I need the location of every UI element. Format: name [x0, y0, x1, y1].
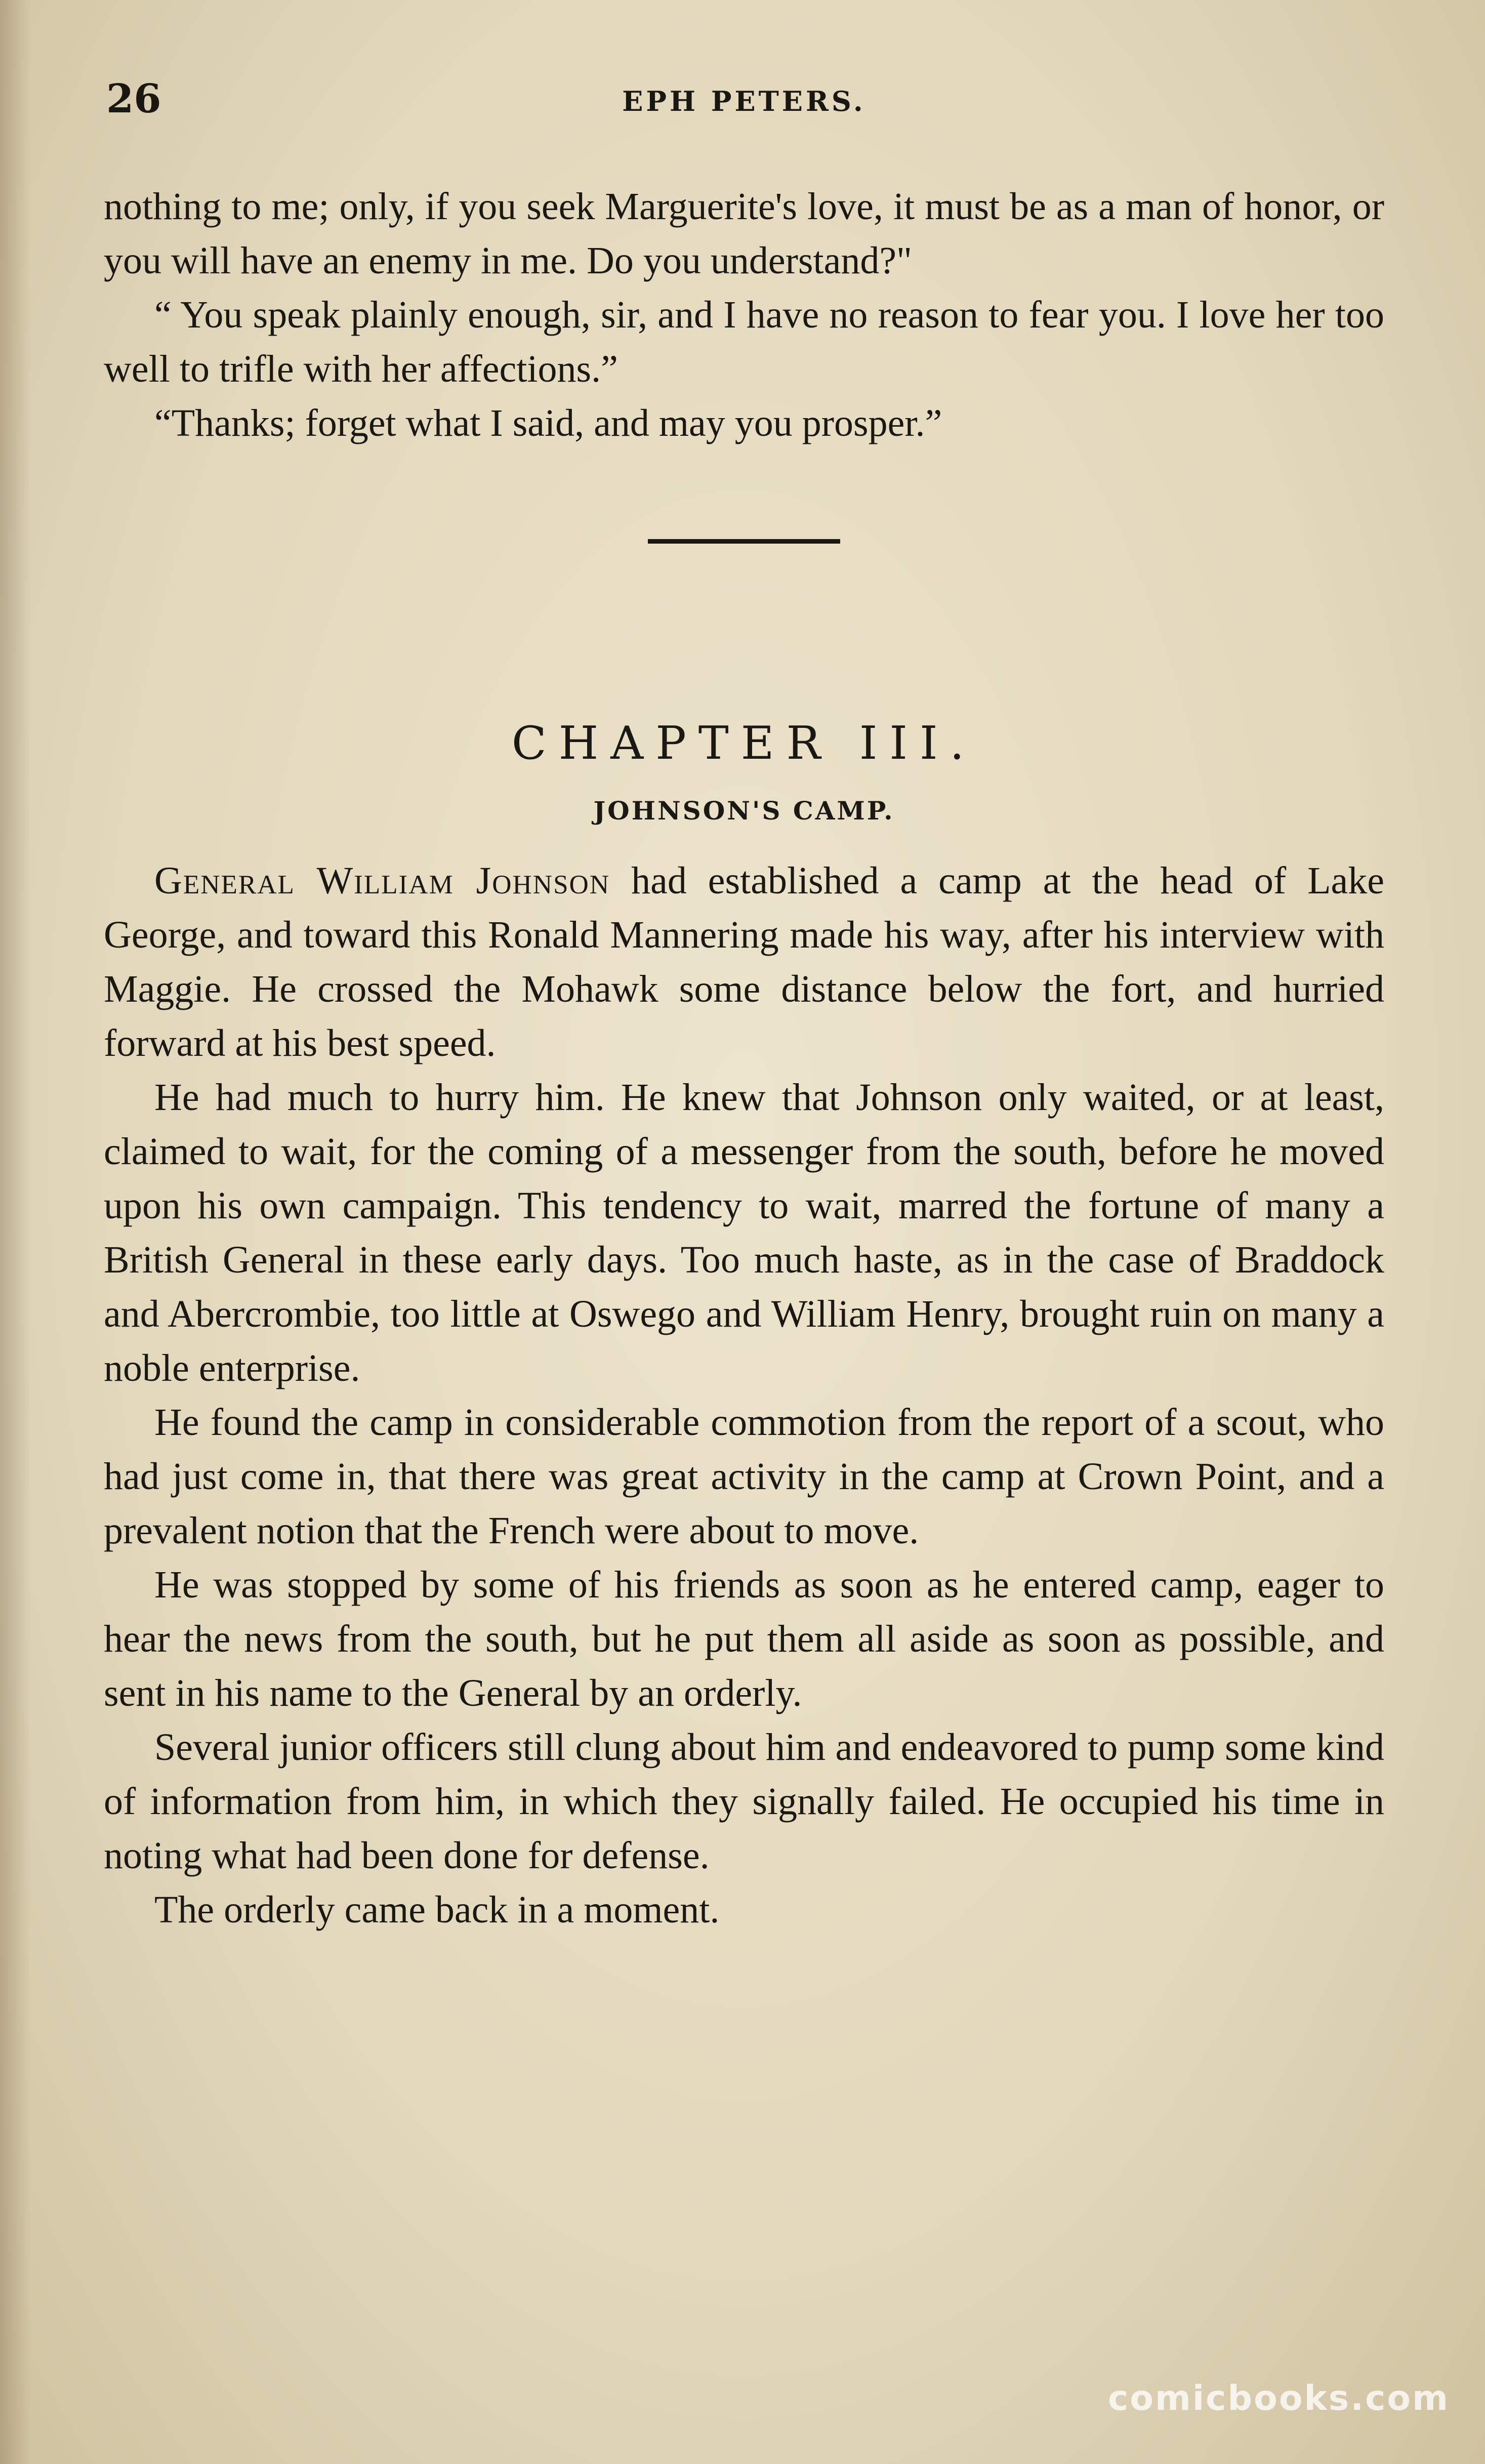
paragraph: He had much to hurry him. He knew that Johnson only waited, or at least, claimed to wait, for the coming of a messenger from the south, before he moved upon his own campaign. This tendency to wait, marred the fortune of many a British General in these early days. Too much haste, as in the case of Braddock and Abercrombie, too little at Oswego and William Henry, brought ruin on many a noble enterprise.	[104, 1076, 1384, 1389]
lead-name: General William Johnson	[154, 859, 610, 902]
paragraph: “Thanks; forget what I said, and may you prosper.”	[154, 402, 942, 444]
paragraph: The orderly came back in a moment.	[154, 1888, 720, 1931]
paragraph-continued: nothing to me; only, if you seek Marguerite's love, it must be as a man of honor, or you will have an enemy in me. Do you understand?"	[104, 185, 1384, 282]
lead-text: had established a camp at the head of Lake George, and toward this Ronald Mannering made his way, after his interview with Maggie. He crossed the Mohawk some distance below the fort, and hurried forward at his best speed.	[104, 859, 1384, 1064]
running-head: EPH PETERS.	[622, 85, 866, 117]
chapter-title: CHAPTER III.	[511, 717, 977, 770]
chapter-lead-paragraph	[104, 854, 1384, 1071]
watermark: comicbooks.com	[1107, 2378, 1450, 2418]
paragraph: He found the camp in considerable commotion from the report of a scout, who had just come in, that there was great activity in the camp at Crown Point, and a prevalent notion that the French were about to move.	[104, 1401, 1384, 1552]
paragraph: He was stopped by some of his friends as soon as he entered camp, eager to hear the news from the south, but he put them all aside as soon as possible, and sent in his name to the General by an orderly.	[104, 1564, 1384, 1714]
page-number: 26	[106, 76, 161, 122]
paragraph: “ You speak plainly enough, sir, and I have no reason to fear you. I love her too well to trifle with her affections.”	[104, 294, 1384, 390]
page-header	[106, 76, 1382, 132]
paragraph: Several junior officers still clung about him and endeavored to pump some kind of information from him, in which they signally failed. He occupied his time in noting what had been done for defense.	[104, 1726, 1384, 1877]
binding-shadow	[0, 0, 30, 2464]
chapter-subtitle: JOHNSON'S CAMP.	[593, 796, 895, 826]
section-divider	[648, 539, 840, 544]
page-body	[104, 180, 1384, 1937]
